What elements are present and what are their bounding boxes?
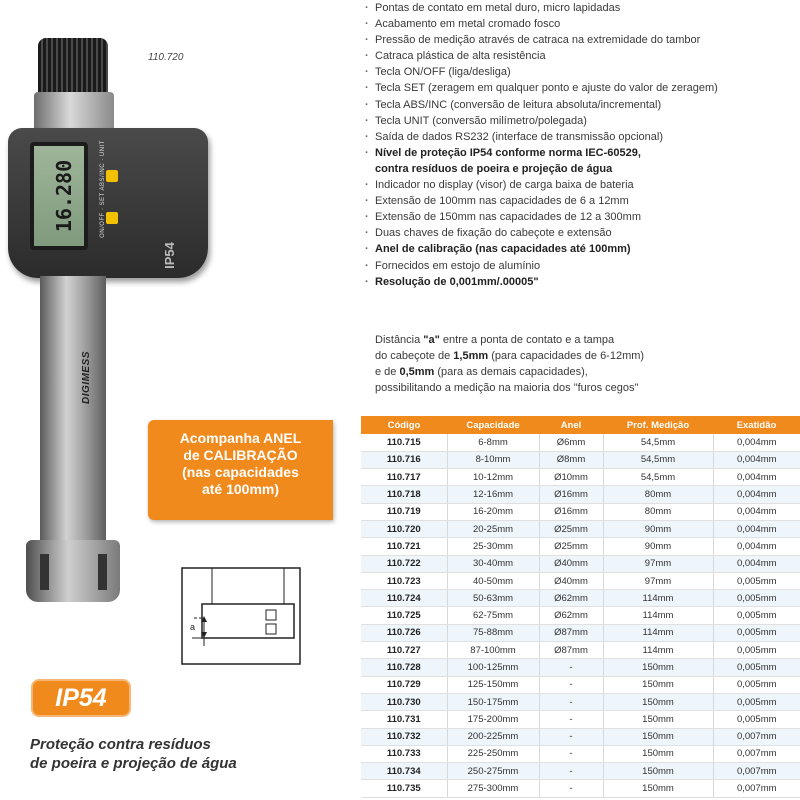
cell-accuracy: 0,004mm [713,555,800,572]
cell-ring: Ø25mm [539,520,603,537]
cell-ring: Ø25mm [539,538,603,555]
cell-code: 110.716 [361,451,447,468]
cell-code: 110.731 [361,711,447,728]
cell-depth: 90mm [603,538,713,555]
cell-depth: 54,5mm [603,434,713,451]
callout-line: (nas capacidades [182,464,299,480]
table-row [361,642,800,659]
cell-capacity: 100-125mm [447,659,539,676]
unit-key [106,212,118,224]
dimension-label: a [190,622,196,632]
table-row [361,503,800,520]
cell-accuracy: 0,004mm [713,503,800,520]
feature-item: · Saída de dados RS232 (interface de transmissão opcional) [363,129,800,145]
cell-code: 110.735 [361,780,447,797]
cell-code: 110.728 [361,659,447,676]
table-row [361,555,800,572]
col-header-depth: Prof. Medição [603,416,713,434]
cell-accuracy: 0,005mm [713,607,800,624]
col-header-accuracy: Exatidão [713,416,800,434]
cell-depth: 80mm [603,486,713,503]
cell-code: 110.730 [361,693,447,710]
cell-capacity: 125-150mm [447,676,539,693]
body-ip-mark: IP54 [161,242,177,269]
ratchet-knob [38,38,108,96]
cell-ring: - [539,745,603,762]
cell-capacity: 75-88mm [447,624,539,641]
table-row [361,659,800,676]
set-key [106,170,118,182]
feature-item: · Resolução de 0,001mm/.00005" [363,274,800,290]
cell-capacity: 30-40mm [447,555,539,572]
cell-accuracy: 0,007mm [713,780,800,797]
cell-code: 110.723 [361,572,447,589]
cell-depth: 97mm [603,555,713,572]
cell-code: 110.733 [361,745,447,762]
feature-item: · Tecla ABS/INC (conversão de leitura absoluta/incremental) [363,97,800,113]
cell-accuracy: 0,005mm [713,676,800,693]
cell-accuracy: 0,007mm [713,728,800,745]
note-line: do cabeçote de 1,5mm (para capacidades de 6-12mm) [375,350,645,363]
cell-code: 110.719 [361,503,447,520]
cell-ring: - [539,763,603,780]
table-row [361,572,800,589]
cell-accuracy: 0,007mm [713,745,800,762]
cell-code: 110.724 [361,590,447,607]
cell-ring: Ø8mm [539,451,603,468]
cell-capacity: 150-175mm [447,693,539,710]
cell-depth: 114mm [603,607,713,624]
cell-capacity: 50-63mm [447,590,539,607]
cell-code: 110.726 [361,624,447,641]
technical-drawing [172,566,312,666]
cell-accuracy: 0,005mm [713,659,800,676]
table-row [361,451,800,468]
callout-line: até 100mm) [201,481,280,497]
caption-line: Proteção contra resíduos [30,736,211,753]
depth-note [375,332,795,396]
cell-code: 110.732 [361,728,447,745]
cell-code: 110.717 [361,469,447,486]
cell-accuracy: 0,005mm [713,624,800,641]
cell-capacity: 10-12mm [447,469,539,486]
cell-depth: 150mm [603,676,713,693]
feature-item: · Pressão de medição através de catraca na extremidade do tambor [363,32,800,48]
cell-ring: Ø10mm [539,469,603,486]
cell-accuracy: 0,007mm [713,763,800,780]
feature-item: · Catraca plástica de alta resistência [363,48,800,64]
cell-depth: 150mm [603,728,713,745]
cell-capacity: 87-100mm [447,642,539,659]
note-line: possibilitando a medição na maioria dos "furos cegos" [375,382,639,395]
cell-capacity: 275-300mm [447,780,539,797]
table-row [361,434,800,451]
table-row [361,520,800,537]
cell-depth: 54,5mm [603,469,713,486]
cell-code: 110.729 [361,676,447,693]
cell-code: 110.720 [361,520,447,537]
cell-ring: Ø87mm [539,642,603,659]
cell-code: 110.715 [361,434,447,451]
table-row [361,538,800,555]
extension-tube [40,276,106,541]
cell-capacity: 8-10mm [447,451,539,468]
table-row [361,745,800,762]
cell-depth: 97mm [603,572,713,589]
contact-point [40,554,49,590]
feature-item: · Indicador no display (visor) de carga baixa de bateria [363,177,800,193]
ip54-badge: IP54 [33,681,129,715]
cell-ring: Ø87mm [539,624,603,641]
col-header-ring: Anel [539,416,603,434]
cell-accuracy: 0,004mm [713,469,800,486]
cell-ring: Ø16mm [539,503,603,520]
callout-line: de CALIBRAÇÃO [183,447,298,463]
feature-item: · Anel de calibração (nas capacidades até 100mm) [363,241,800,257]
cell-code: 110.734 [361,763,447,780]
cell-ring: - [539,659,603,676]
cell-code: 110.718 [361,486,447,503]
spec-table [361,416,800,798]
display-reading: 16.280 [52,159,76,233]
cell-ring: Ø40mm [539,555,603,572]
table-row [361,763,800,780]
caption-line: de poeira e projeção de água [30,755,237,772]
cell-ring: - [539,693,603,710]
cell-accuracy: 0,005mm [713,711,800,728]
cell-capacity: 20-25mm [447,520,539,537]
cell-accuracy: 0,005mm [713,590,800,607]
calibration-ring-callout [148,420,333,520]
display-key-labels: ON/OFF · SET ABS/INC · UNIT [100,140,106,238]
cell-code: 110.721 [361,538,447,555]
feature-item: · Tecla UNIT (conversão milímetro/polegada) [363,113,800,129]
cell-depth: 150mm [603,659,713,676]
cell-accuracy: 0,005mm [713,642,800,659]
table-row [361,780,800,797]
cell-accuracy: 0,005mm [713,572,800,589]
cell-capacity: 250-275mm [447,763,539,780]
cell-depth: 54,5mm [603,451,713,468]
cell-capacity: 200-225mm [447,728,539,745]
table-header-row [361,416,800,434]
feature-item: · Pontas de contato em metal duro, micro lapidadas [363,0,800,16]
cell-depth: 90mm [603,520,713,537]
callout-line: Acompanha ANEL [179,430,302,446]
cell-ring: - [539,676,603,693]
cell-accuracy: 0,005mm [713,693,800,710]
note-line: e de 0,5mm (para as demais capacidades), [375,366,588,379]
cell-depth: 114mm [603,590,713,607]
cell-accuracy: 0,004mm [713,538,800,555]
col-header-code: Código [361,416,447,434]
cell-depth: 150mm [603,780,713,797]
feature-item: · Duas chaves de fixação do cabeçote e extensão [363,225,800,241]
contact-point [98,554,107,590]
note-line: Distância "a" entre a ponta de contato e a tampa [375,334,615,346]
cell-accuracy: 0,004mm [713,434,800,451]
table-row [361,624,800,641]
cell-ring: - [539,780,603,797]
cell-code: 110.725 [361,607,447,624]
cell-depth: 114mm [603,624,713,641]
cell-depth: 150mm [603,745,713,762]
cell-code: 110.722 [361,555,447,572]
cell-accuracy: 0,004mm [713,451,800,468]
ip54-caption [30,735,330,773]
table-row [361,590,800,607]
table-row [361,711,800,728]
cell-ring: Ø40mm [539,572,603,589]
cell-capacity: 12-16mm [447,486,539,503]
cell-ring: - [539,728,603,745]
feature-item: · Nível de proteção IP54 conforme norma IEC-60529, [363,145,800,161]
micrometer-neck [34,92,114,132]
feature-item: contra resíduos de poeira e projeção de água [375,162,613,175]
table-row [361,607,800,624]
feature-item: · Acabamento em metal cromado fosco [363,16,800,32]
cell-ring: Ø6mm [539,434,603,451]
table-row [361,469,800,486]
cell-depth: 150mm [603,763,713,780]
cell-code: 110.727 [361,642,447,659]
cell-capacity: 6-8mm [447,434,539,451]
cell-accuracy: 0,004mm [713,520,800,537]
feature-item: · Tecla SET (zeragem em qualquer ponto e ajuste do valor de zeragem) [363,80,800,96]
cell-capacity: 225-250mm [447,745,539,762]
brand-logo: DIGIMESS [80,351,92,404]
table-row [361,486,800,503]
cell-depth: 114mm [603,642,713,659]
feature-item: · Tecla ON/OFF (liga/desliga) [363,64,800,80]
cell-capacity: 175-200mm [447,711,539,728]
feature-list [363,0,800,290]
cell-depth: 80mm [603,503,713,520]
cell-capacity: 40-50mm [447,572,539,589]
feature-item: · Extensão de 100mm nas capacidades de 6 a 12mm [363,193,800,209]
cell-accuracy: 0,004mm [713,486,800,503]
cell-ring: Ø16mm [539,486,603,503]
feature-item: · Extensão de 150mm nas capacidades de 12 a 300mm [363,209,800,225]
table-row [361,728,800,745]
table-row [361,676,800,693]
feature-item: · Fornecidos em estojo de alumínio [363,258,800,274]
cell-capacity: 62-75mm [447,607,539,624]
cell-depth: 150mm [603,693,713,710]
cell-capacity: 25-30mm [447,538,539,555]
cell-ring: - [539,711,603,728]
table-row [361,693,800,710]
cell-ring: Ø62mm [539,607,603,624]
product-code-label: 110.720 [148,52,184,63]
cell-ring: Ø62mm [539,590,603,607]
cell-depth: 150mm [603,711,713,728]
col-header-capacity: Capacidade [447,416,539,434]
cell-capacity: 16-20mm [447,503,539,520]
